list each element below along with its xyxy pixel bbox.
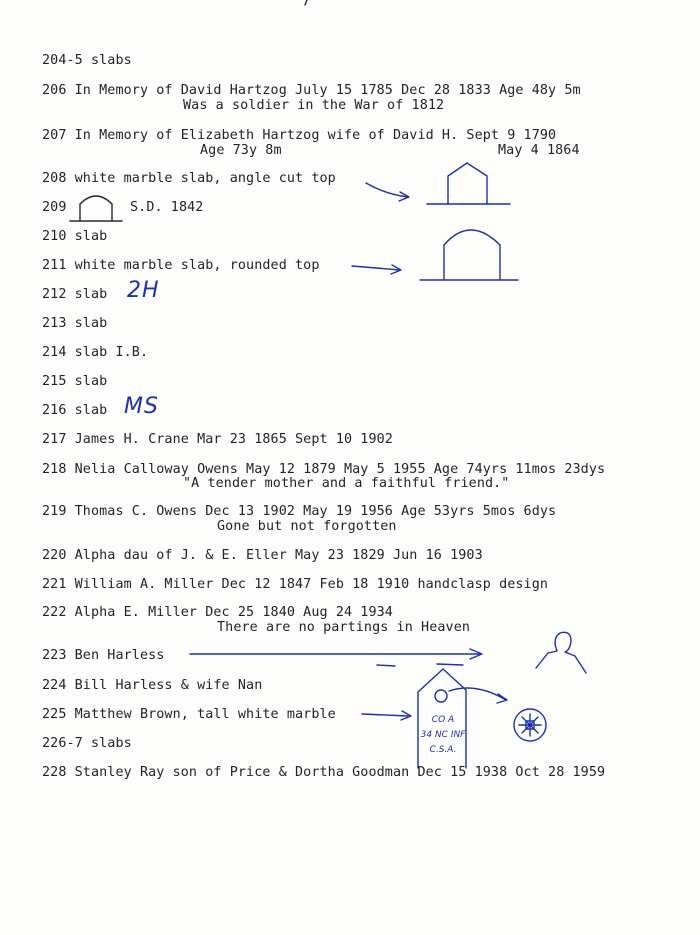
entry-206: 206 In Memory of David Hartzog July 15 1785 Dec 28 1833 Age 48y 5m [42,83,581,98]
entry-226-7: 226-7 slabs [42,736,132,751]
stone-211-rounded [444,230,500,280]
entry-218-epitaph: "A tender mother and a faithful friend." [183,476,510,491]
entry-219: 219 Thomas C. Owens Dec 13 1902 May 19 1956 Age 53yrs 5mos 6dys [42,504,557,519]
entry-215: 215 slab [42,374,108,389]
entry-220: 220 Alpha dau of J. & E. Eller May 23 1829 Jun 16 1903 [42,548,483,563]
bust-223-figure [536,632,586,673]
arrow-208 [366,183,408,197]
handwritten-mark-216: MS [124,394,159,419]
cross-of-honor-cross [519,714,541,736]
entry-224: 224 Bill Harless & wife Nan [42,678,263,693]
entry-206-note: Was a soldier in the War of 1812 [183,98,445,113]
entry-223: 223 Ben Harless [42,648,165,663]
stone-208-angle-cut [448,163,487,204]
entry-216: 216 slab [42,403,108,418]
entry-218: 218 Nelia Calloway Owens May 12 1879 May 5 1955 Age 74yrs 11mos 23dys [42,462,606,477]
stone-225-line-2: 34 NC INF [420,730,466,740]
entry-214: 214 slab I.B. [42,345,149,360]
entry-209-number: 209 [42,200,67,215]
stone-225-line-3: C.S.A. [429,745,457,755]
entry-213: 213 slab [42,316,108,331]
entry-209-text: S.D. 1842 [130,200,204,215]
stone-209-rounded [80,196,112,221]
entry-219-epitaph: Gone but not forgotten [217,519,397,534]
entry-211: 211 white marble slab, rounded top [42,258,320,273]
arrow-211 [352,266,400,270]
entry-204-5: 204-5 slabs [42,53,132,68]
arrow-225 [362,714,408,716]
stone-225-line-1: CO A [431,715,455,725]
entry-228: 228 Stanley Ray son of Price & Dortha Goodman Dec 15 1938 Oct 28 1959 [42,765,606,780]
dash-mark-1 [377,665,395,666]
entry-221: 221 William A. Miller Dec 12 1847 Feb 18 1910 handclasp design [42,577,549,592]
dash-mark-2 [437,664,463,665]
handwritten-mark-212: 2H [127,278,160,303]
entry-210: 210 slab [42,229,108,244]
entry-225: 225 Matthew Brown, tall white marble [42,707,336,722]
stone-225-emblem [435,690,447,702]
entry-208: 208 white marble slab, angle cut top [42,171,336,186]
entry-207: 207 In Memory of Elizabeth Hartzog wife of David H. Sept 9 1790 [42,128,557,143]
entry-207-age: Age 73y 8m [200,143,282,158]
entry-212: 212 slab [42,287,108,302]
top-mark [305,0,307,5]
entry-217: 217 James H. Crane Mar 23 1865 Sept 10 1902 [42,432,393,447]
entry-222-epitaph: There are no partings in Heaven [217,620,471,635]
entry-207-death: May 4 1864 [498,143,580,158]
entry-222: 222 Alpha E. Miller Dec 25 1840 Aug 24 1934 [42,605,393,620]
